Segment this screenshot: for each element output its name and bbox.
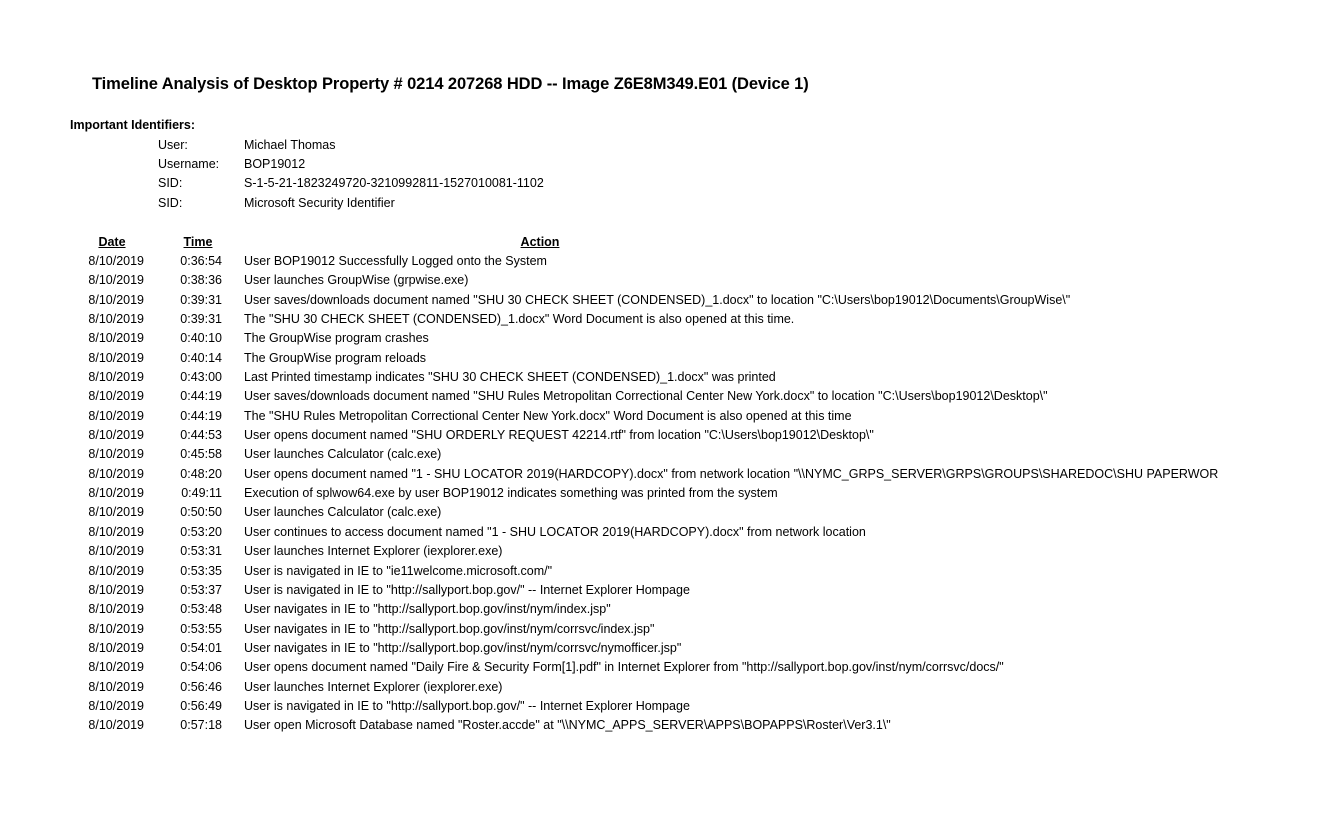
identifier-label: Username: [158, 157, 220, 171]
timeline-action: User is navigated in IE to "ie11welcome.microsoft.com/" [244, 563, 553, 578]
timeline-row [0, 465, 1344, 484]
timeline-date: 8/10/2019 [88, 602, 144, 617]
timeline-row [0, 716, 1344, 735]
timeline-action: User continues to access document named "1 - SHU LOCATOR 2019(HARDCOPY).docx" from network location [244, 524, 866, 539]
timeline-date: 8/10/2019 [88, 640, 144, 655]
timeline-date: 8/10/2019 [88, 447, 144, 462]
timeline-action: User open Microsoft Database named "Roster.accde" at "\\NYMC_APPS_SERVER\APPS\BOPAPPS\Roster\Ver3.1\" [244, 718, 891, 733]
timeline-time: 0:48:20 [180, 466, 222, 481]
timeline-action: User navigates in IE to "http://sallyport.bop.gov/inst/nym/corrsvc/index.jsp" [244, 621, 655, 636]
timeline-row [0, 407, 1344, 426]
timeline-action: User opens document named "1 - SHU LOCATOR 2019(HARDCOPY).docx" from network location "\\NYMC_GRPS_SERVER\GRPS\GROUPS\SHAREDOC\SHU PAPERWOR [244, 466, 1219, 481]
timeline-time: 0:40:14 [180, 350, 222, 365]
identifiers-heading: Important Identifiers: [70, 118, 196, 132]
timeline-row [0, 697, 1344, 716]
timeline-table [0, 252, 1344, 736]
timeline-time: 0:53:31 [180, 544, 222, 559]
timeline-time: 0:53:48 [180, 602, 222, 617]
identifier-label: SID: [158, 176, 183, 190]
timeline-date: 8/10/2019 [88, 273, 144, 288]
timeline-time: 0:54:01 [180, 640, 222, 655]
document-title: Timeline Analysis of Desktop Property # 0214 207268 HDD -- Image Z6E8M349.E01 (Device 1) [92, 75, 809, 93]
timeline-date: 8/10/2019 [88, 389, 144, 404]
timeline-date: 8/10/2019 [88, 486, 144, 501]
identifier-row-user [0, 138, 1344, 157]
timeline-action: User BOP19012 Successfully Logged onto the System [244, 254, 547, 268]
timeline-row [0, 387, 1344, 406]
identifier-row-sid [0, 176, 1344, 195]
timeline-date: 8/10/2019 [88, 331, 144, 346]
timeline-row [0, 252, 1344, 271]
timeline-row [0, 349, 1344, 368]
timeline-action: Execution of splwow64.exe by user BOP19012 indicates something was printed from the system [244, 486, 778, 501]
timeline-action: User is navigated in IE to "http://sallyport.bop.gov/" -- Internet Explorer Hompage [244, 698, 690, 713]
column-header-action: Action [520, 235, 560, 249]
timeline-row [0, 562, 1344, 581]
timeline-date: 8/10/2019 [88, 505, 144, 520]
column-header-date: Date [98, 235, 126, 249]
timeline-row [0, 271, 1344, 290]
identifier-value: Michael Thomas [244, 138, 336, 152]
timeline-time: 0:49:11 [181, 486, 222, 501]
timeline-date: 8/10/2019 [88, 312, 144, 327]
identifier-row-sid-description [0, 196, 1344, 215]
timeline-row [0, 368, 1344, 387]
timeline-row [0, 620, 1344, 639]
timeline-row [0, 426, 1344, 445]
timeline-date: 8/10/2019 [88, 621, 144, 636]
timeline-time: 0:36:54 [180, 254, 222, 268]
timeline-date: 8/10/2019 [88, 466, 144, 481]
timeline-row [0, 600, 1344, 619]
timeline-time: 0:39:31 [180, 312, 222, 327]
timeline-action: User opens document named "SHU ORDERLY REQUEST 42214.rtf" from location "C:\Users\bop19012\Desktop\" [244, 428, 874, 443]
timeline-row [0, 503, 1344, 522]
timeline-time: 0:53:20 [180, 524, 222, 539]
timeline-time: 0:44:19 [180, 408, 222, 423]
timeline-time: 0:43:00 [180, 370, 222, 385]
timeline-action: User launches Internet Explorer (iexplorer.exe) [244, 544, 503, 559]
timeline-date: 8/10/2019 [88, 428, 144, 443]
timeline-time: 0:44:19 [180, 389, 222, 404]
timeline-row [0, 445, 1344, 464]
timeline-date: 8/10/2019 [88, 254, 144, 268]
timeline-action: The "SHU 30 CHECK SHEET (CONDENSED)_1.docx" Word Document is also opened at this time. [244, 312, 795, 327]
timeline-time: 0:57:18 [180, 718, 222, 733]
timeline-row [0, 310, 1344, 329]
timeline-date: 8/10/2019 [88, 563, 144, 578]
identifier-value: Microsoft Security Identifier [244, 196, 395, 210]
identifier-value: S-1-5-21-1823249720-3210992811-1527010081-1102 [244, 176, 544, 190]
timeline-time: 0:44:53 [180, 428, 222, 443]
timeline-time: 0:53:37 [180, 582, 222, 597]
timeline-row [0, 523, 1344, 542]
timeline-action: User navigates in IE to "http://sallyport.bop.gov/inst/nym/index.jsp" [244, 602, 611, 617]
identifier-value: BOP19012 [244, 157, 306, 171]
timeline-action: User navigates in IE to "http://sallyport.bop.gov/inst/nym/corrsvc/nymofficer.jsp" [244, 640, 682, 655]
timeline-date: 8/10/2019 [88, 718, 144, 733]
timeline-row [0, 484, 1344, 503]
timeline-date: 8/10/2019 [88, 408, 144, 423]
timeline-date: 8/10/2019 [88, 698, 144, 713]
timeline-row [0, 581, 1344, 600]
timeline-action: User opens document named "Daily Fire & Security Form[1].pdf" in Internet Explorer from "http://sallyport.bop.gov/inst/nym/corrsvc/docs/" [244, 660, 1004, 675]
timeline-action: User launches Internet Explorer (iexplorer.exe) [244, 679, 503, 694]
timeline-row [0, 542, 1344, 561]
timeline-date: 8/10/2019 [88, 292, 144, 307]
timeline-action: User launches GroupWise (grpwise.exe) [244, 273, 469, 288]
timeline-time: 0:53:35 [180, 563, 222, 578]
timeline-time: 0:50:50 [180, 505, 222, 520]
timeline-row [0, 291, 1344, 310]
timeline-date: 8/10/2019 [88, 524, 144, 539]
timeline-row [0, 658, 1344, 677]
timeline-date: 8/10/2019 [88, 582, 144, 597]
timeline-action: User launches Calculator (calc.exe) [244, 505, 442, 520]
timeline-time: 0:56:49 [180, 698, 222, 713]
timeline-date: 8/10/2019 [88, 660, 144, 675]
timeline-date: 8/10/2019 [88, 350, 144, 365]
timeline-time: 0:45:58 [180, 447, 222, 462]
timeline-action: The GroupWise program crashes [244, 331, 429, 346]
identifier-row-username [0, 157, 1344, 176]
timeline-time: 0:38:36 [180, 273, 222, 288]
timeline-time: 0:56:46 [180, 679, 222, 694]
timeline-action: The "SHU Rules Metropolitan Correctional Center New York.docx" Word Document is also opened at this time [244, 408, 852, 423]
timeline-row [0, 639, 1344, 658]
timeline-date: 8/10/2019 [88, 679, 144, 694]
timeline-time: 0:53:55 [180, 621, 222, 636]
timeline-date: 8/10/2019 [88, 370, 144, 385]
identifier-label: SID: [158, 196, 183, 210]
identifier-label: User: [158, 138, 188, 152]
timeline-action: User saves/downloads document named "SHU Rules Metropolitan Correctional Center New York.docx" to location "C:\Users\bop19012\Desktop\" [244, 389, 1048, 404]
timeline-time: 0:39:31 [180, 292, 222, 307]
timeline-action: Last Printed timestamp indicates "SHU 30 CHECK SHEET (CONDENSED)_1.docx" was printed [244, 370, 776, 385]
timeline-time: 0:40:10 [180, 331, 222, 346]
timeline-action: User saves/downloads document named "SHU 30 CHECK SHEET (CONDENSED)_1.docx" to location "C:\Users\bop19012\Documents\GroupWise\" [244, 292, 1071, 307]
timeline-action: User is navigated in IE to "http://sallyport.bop.gov/" -- Internet Explorer Hompage [244, 582, 690, 597]
timeline-time: 0:54:06 [180, 660, 222, 675]
timeline-action: The GroupWise program reloads [244, 350, 427, 365]
timeline-date: 8/10/2019 [88, 544, 144, 559]
timeline-row [0, 329, 1344, 348]
timeline-row [0, 678, 1344, 697]
column-header-time: Time [183, 235, 213, 249]
timeline-action: User launches Calculator (calc.exe) [244, 447, 442, 462]
